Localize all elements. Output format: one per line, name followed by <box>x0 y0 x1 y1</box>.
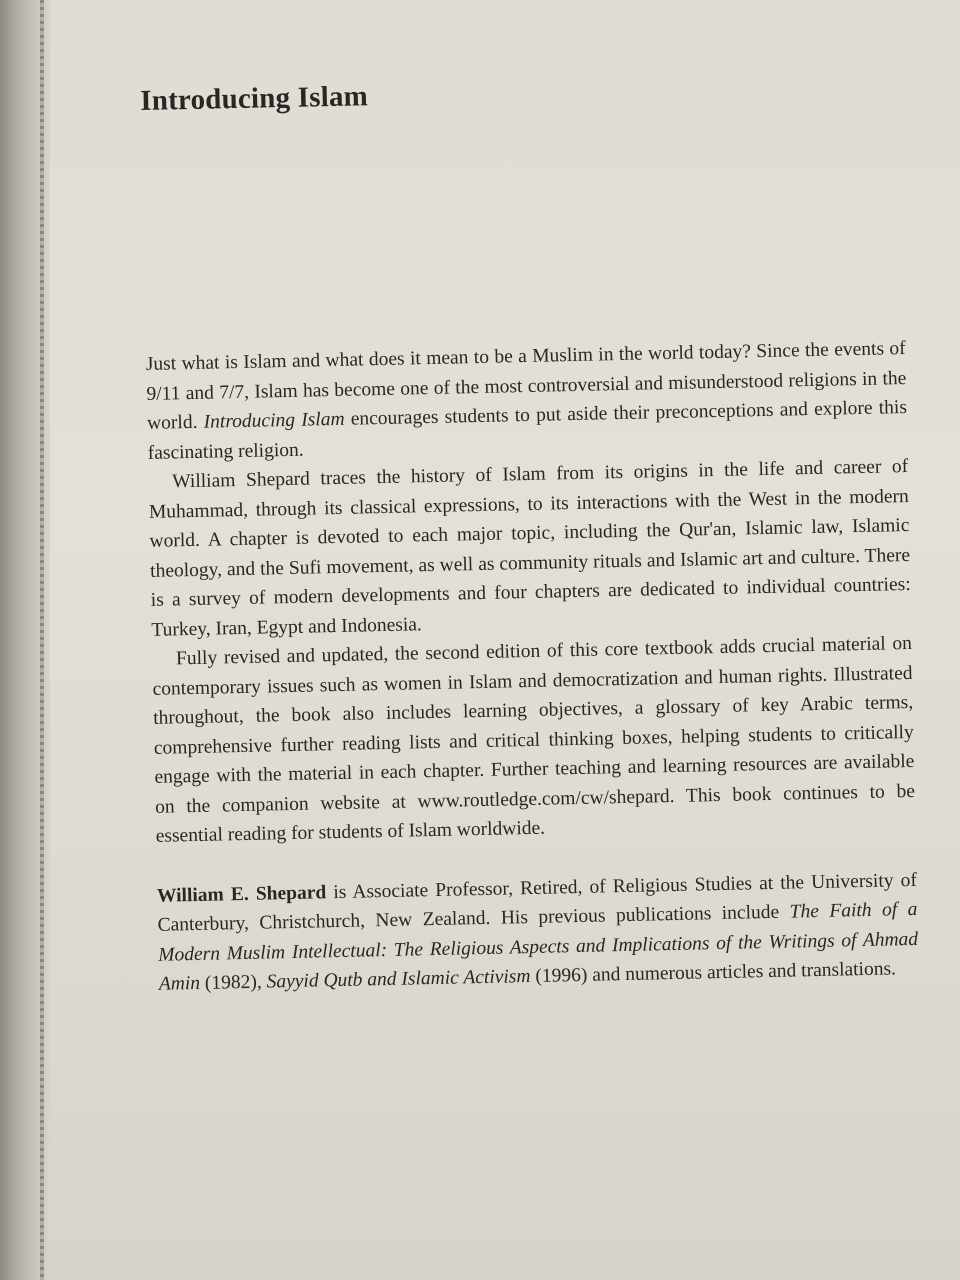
author-bio: William E. Shepard is Associate Professor, Retired, of Religious Studies at the University of Canterbury, Christchurch, New Zealand. His previous publications include The Faith of a Modern Muslim Intellectual: The Religious Aspects and Implications of the Writings of Ahmad Amin (1982), Sayyid Qutb and Islamic Activism (1996) and numerous articles and translations. <box>156 869 919 995</box>
page-edge <box>40 0 44 1280</box>
page-content <box>140 69 919 999</box>
book-title-italic: Introducing Islam <box>203 408 345 433</box>
description-paragraph-1: Just what is Islam and what does it mean to be a Muslim in the world today? Since the events of 9/11 and 7/7, Islam has become one of the most controversial and misunderstood religions in the world. Introducing Islam encourages students to put aside their preconceptions and explore this fascinating religion. <box>145 338 908 464</box>
author-name: William E. Shepard <box>156 881 327 907</box>
publication-title-2: Sayyid Qutb and Islamic Activism <box>266 966 531 993</box>
book-description <box>146 334 916 851</box>
page-title: Introducing Islam <box>140 80 369 117</box>
description-paragraph-2: William Shepard traces the history of Islam from its origins in the life and career of Muhammad, through its classical expressions, to its interactions with the West in the modern world. A chapter is devoted to each major topic, including the Qur'an, Islamic law, Islamic theology, and the Sufi movement, as well as community rituals and Islamic art and culture. There is a survey of modern developments and four chapters are dedicated to individual countries: Turkey, Iran, Egypt and Indonesia. <box>148 455 911 641</box>
description-paragraph-3: Fully revised and updated, the second edition of this core textbook adds crucial material on contemporary issues such as women in Islam and democratization and human rights. Illustrated throughout, the book also includes learning objectives, a glossary of key Arabic terms, comprehensive further reading lists and critical thinking boxes, helping students to critically engage with the material in each chapter. Further teaching and learning resources are available on the companion website at www.routledge.com/cw/shepard. This book continues to be essential reading for students of Islam worldwide. <box>152 632 916 847</box>
publication-title-1: The Faith of a Modern Muslim Intellectual: The Religious Aspects and Implications of the Writings of Ahmad Amin <box>158 898 919 995</box>
